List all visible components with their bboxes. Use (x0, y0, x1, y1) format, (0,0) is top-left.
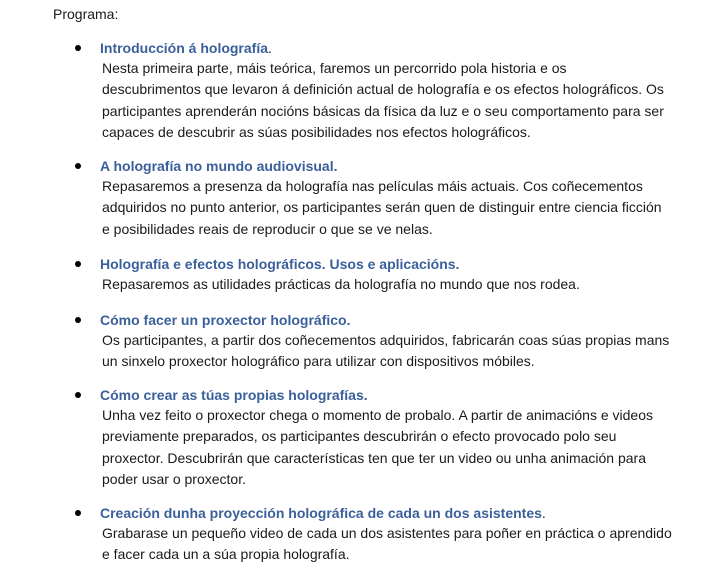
item-description (102, 330, 670, 373)
description-line: Grabarase un pequeño video de cada un dos asistentes para poñer en práctica o aprendido (102, 525, 672, 541)
item-title (100, 385, 368, 405)
description-line: Repasaremos a presenza da holografía nas películas máis actuais. Cos coñecementos (102, 178, 643, 194)
item-title (100, 38, 272, 58)
item-title (100, 254, 459, 274)
item-title-text: Cómo crear as túas propias holografías. (100, 387, 368, 403)
program-heading: Programa: (53, 6, 119, 22)
item-description (102, 176, 662, 240)
item-description (102, 58, 662, 143)
item-title-text: Holografía e efectos holográficos. Usos e aplicacións. (100, 256, 460, 272)
item-description (102, 405, 662, 490)
description-line: Repasaremos as utilidades prácticas da holografía no mundo que nos rodea. (102, 276, 580, 292)
bullet-icon (75, 510, 81, 516)
bullet-icon (75, 392, 81, 398)
item-title (100, 156, 338, 176)
item-title-text: A holografía no mundo audiovisual. (100, 158, 338, 174)
description-line: Unha vez feito o proxector chega o momento de probalo. A partir de animacións e videos (102, 407, 653, 423)
description-line: previamente preparados, os participantes descubrirán o efecto provocado polo seu (102, 428, 617, 445)
item-description (102, 274, 662, 295)
description-line: un sinxelo proxector holográfico para utilizar con dispositivos móbiles. (102, 353, 535, 370)
item-title-suffix: . (268, 40, 272, 56)
bullet-icon (75, 317, 81, 323)
description-line: adquiridos no punto anterior, os participantes serán quen de distinguir entre ciencia ficción (102, 199, 662, 216)
item-title-suffix: . (541, 505, 546, 521)
bullet-icon (75, 45, 81, 51)
item-description (102, 523, 672, 566)
description-line: Nesta primeira parte, máis teórica, faremos un percorrido pola historia e os (102, 60, 567, 76)
description-line: poder usar o proxector. (102, 470, 246, 487)
item-title (100, 503, 546, 523)
item-title-text: Introducción á holografía (100, 40, 269, 56)
description-line: e posibilidades reais de reproducir o que se ve nelas. (102, 220, 433, 237)
item-title (100, 310, 350, 330)
description-line: descubrimentos que levaron á definición actual de holografía e os efectos holográficos. Os (102, 81, 664, 98)
description-line: participantes aprenderán nocións básicas da física da luz e o seu comportamento para ser (102, 102, 664, 119)
description-line: proxector. Descubrirán que características ten que ter un video ou unha animación para (102, 449, 646, 466)
bullet-icon (75, 261, 81, 267)
description-line: Os participantes, a partir dos coñecementos adquiridos, fabricarán coas súas propias mans (102, 332, 670, 348)
item-title-text: Creación dunha proyección holográfica de cada un dos asistentes (100, 505, 542, 521)
description-line: e facer cada un a súa propia holografía. (102, 546, 350, 563)
bullet-icon (75, 163, 81, 169)
description-line: capaces de descubrir as súas posibilidades nos efectos holográficos. (102, 123, 531, 140)
item-title-text: Cómo facer un proxector holográfico. (100, 312, 351, 328)
